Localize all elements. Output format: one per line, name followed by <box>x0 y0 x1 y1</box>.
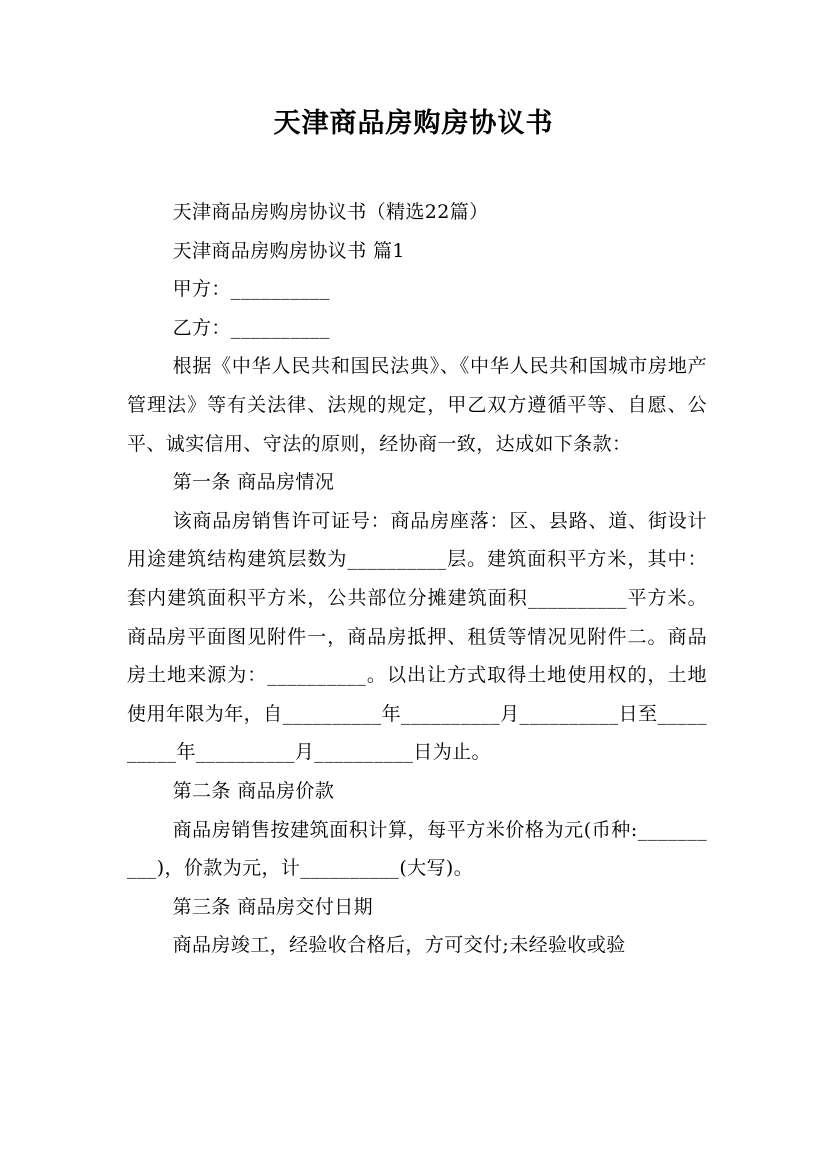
paragraph-party-a: 甲方：__________ <box>172 278 330 301</box>
paragraph-party-b: 乙方：__________ <box>172 316 330 339</box>
document-title: 天津商品房购房协议书 <box>273 108 554 139</box>
paragraph-article-1-heading: 第一条 商品房情况 <box>172 471 335 494</box>
paragraph-article-3-body: 商品房竣工，经验收合格后，方可交付;未经验收或验 <box>172 934 626 957</box>
paragraph-section-heading: 天津商品房购房协议书 篇1 <box>172 239 405 262</box>
paragraph-article-1-body: 该商品房销售许可证号：商品房座落：区、县路、道、街设计用途建筑结构建筑层数为__________层。建筑面积平方米，其中：套内建筑面积平方米，公共部位分摊建筑面积__________平方米。商品房平面图见附件一，商品房抵押、租赁等情况见附件二。商品房土地来源为：__________。以出让方式取得土地使用权的，土地使用年限为年，自__________年__________月__________日至__________年__________月__________日为止。 <box>127 509 707 764</box>
paragraph-preamble: 根据《中华人民共和国民法典》、《中华人民共和国城市房地产管理法》等有关法律、法规的规定，甲乙双方遵循平等、自愿、公平、诚实信用、守法的原则，经协商一致，达成如下条款： <box>127 355 707 455</box>
paragraph-subtitle: 天津商品房购房协议书（精选22篇） <box>172 201 489 223</box>
paragraph-article-2-heading: 第二条 商品房价款 <box>172 779 335 802</box>
document-body <box>127 193 707 965</box>
paragraph-article-3-heading: 第三条 商品房交付日期 <box>172 895 374 918</box>
paragraph-article-2-body: 商品房销售按建筑面积计算，每平方米价格为元(币种:__________)，价款为元，计__________(大写)。 <box>127 818 707 880</box>
